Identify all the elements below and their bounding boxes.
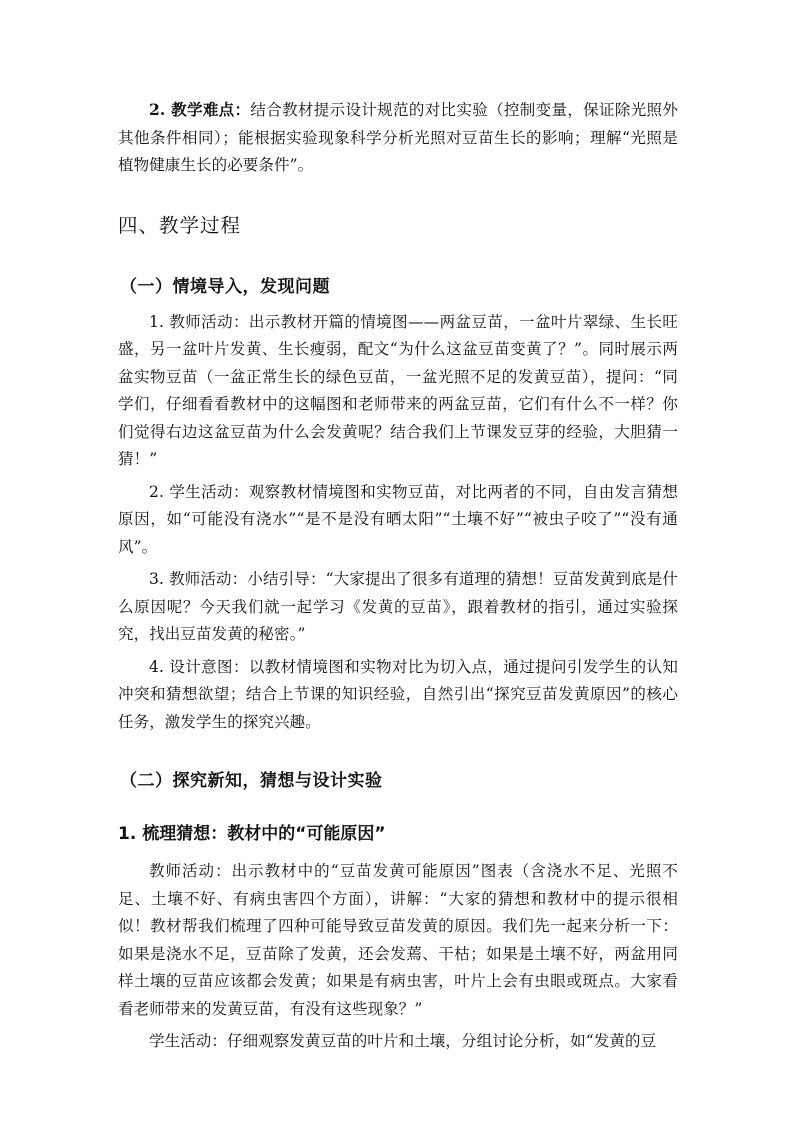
sub2-paragraph-1: 教师活动：出示教材中的“豆苗发黄可能原因”图表（含浇水不足、光照不足、土壤不好、有病虫害四个方面），讲解：“大家的猜想和教材中的提示很相似！教材帮我们梳理了四种可能导致豆苗发黄的原因。我们先一起来分析一下：如果是浇水不足，豆苗除了发黄，还会发蔫、干枯；如果是土壤不好，两盆用同样土壤的豆苗应该都会发黄；如果是有病虫害，叶片上会有虫眼或斑点。大家看看老师带来的发黄豆苗，有没有这些现象？” bbox=[118, 862, 678, 1018]
difficulty-paragraph bbox=[118, 96, 678, 180]
subsection-2-heading: （二）探究新知，猜想与设计实验 bbox=[120, 771, 383, 791]
subsection-2-item-1-heading: 1. 梳理猜想：教材中的“可能原因” bbox=[118, 824, 386, 844]
subsection-1-heading: （一）情境导入，发现问题 bbox=[120, 276, 330, 297]
sub1-paragraph-4: 4. 设计意图：以教材情境图和实物对比为切入点，通过提问引发学生的认知冲突和猜想欲望；结合上节课的知识经验，自然引出“探究豆苗发黄原因”的核心任务，激发学生的探究兴趣。 bbox=[118, 657, 678, 731]
difficulty-label: 2. 教学难点： bbox=[149, 100, 251, 119]
document-page bbox=[118, 96, 678, 1056]
sub1-paragraph-3: 3. 教师活动：小结引导：“大家提出了很多有道理的猜想！豆苗发黄到底是什么原因呢？今天我们就一起学习《发黄的豆苗》，跟着教材的指引，通过实验探究，找出豆苗发黄的秘密。” bbox=[118, 570, 678, 643]
section-4-heading: 四、教学过程 bbox=[118, 213, 242, 237]
difficulty-text: 结合教材提示设计规范的对比实验（控制变量，保证除光照外其他条件相同）；能根据实验现象科学分析光照对豆苗生长的影响；理解“光照是植物健康生长的必要条件”。 bbox=[118, 101, 679, 174]
sub1-paragraph-1: 1. 教师活动：出示教材开篇的情境图——两盆豆苗，一盆叶片翠绿、生长旺盛，另一盆叶片发黄、生长瘦弱，配文“为什么这盆豆苗变黄了？”。同时展示两盆实物豆苗（一盆正常生长的绿色豆苗，一盆光照不足的发黄豆苗），提问：“同学们，仔细看看教材中的这幅图和老师带来的两盆豆苗，它们有什么不一样？你们觉得右边这盆豆苗为什么会发黄呢？结合我们上节课发豆芽的经验，大胆猜一猜！” bbox=[118, 312, 678, 468]
sub1-paragraph-2: 2. 学生活动：观察教材情境图和实物豆苗，对比两者的不同，自由发言猜想原因，如“可能没有浇水”“是不是没有晒太阳”“土壤不好”“被虫子咬了”“没有通风”。 bbox=[118, 482, 678, 556]
sub2-paragraph-2: 学生活动：仔细观察发黄豆苗的叶片和土壤，分组讨论分析，如“发黄的豆 bbox=[149, 1032, 657, 1050]
